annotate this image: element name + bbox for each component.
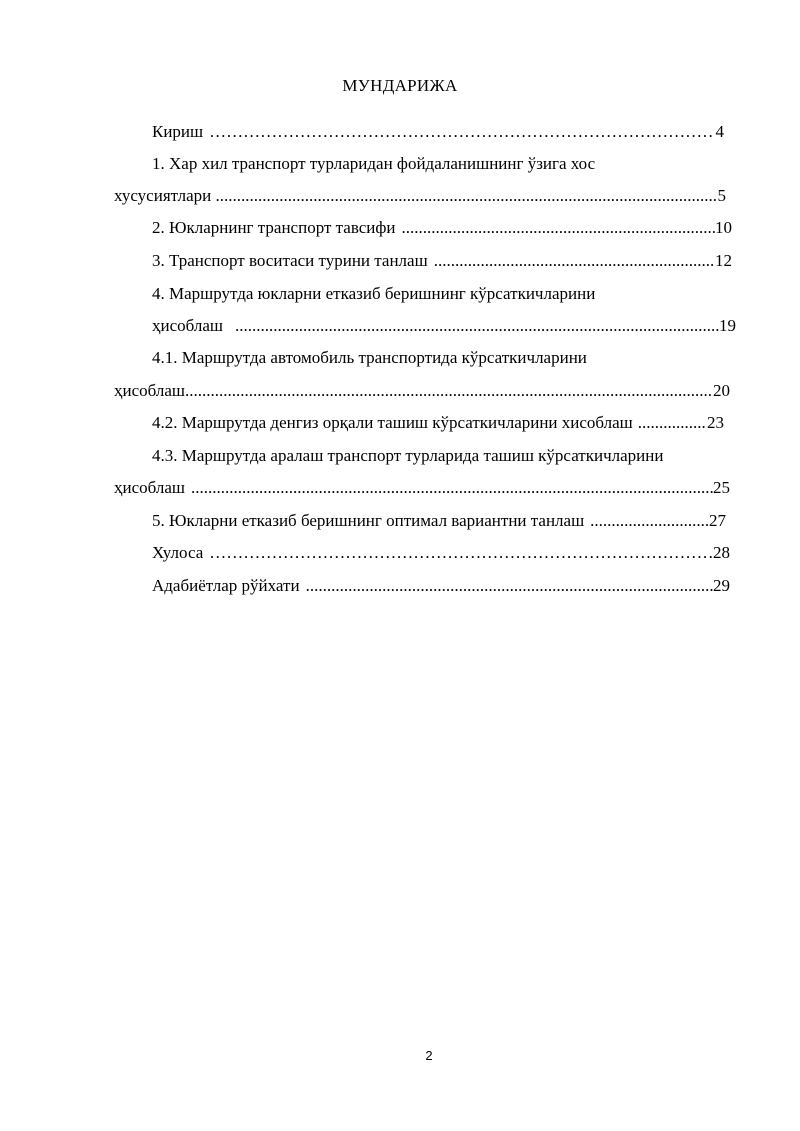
toc-leader xyxy=(185,379,713,403)
toc-page-number: 29 xyxy=(713,576,730,595)
toc-entry xyxy=(152,541,730,565)
toc-entry xyxy=(152,120,724,144)
toc-leader xyxy=(203,120,711,144)
toc-entry-text: ҳисоблаш xyxy=(152,316,223,335)
toc-entry-text: 4.2. Маршрутда денгиз орқали ташиш кўрсаткичларини хисоблаш xyxy=(152,413,633,432)
toc-leader xyxy=(428,249,715,273)
toc-entry xyxy=(152,574,730,598)
toc-entry xyxy=(114,476,730,500)
toc-leader xyxy=(228,184,717,208)
toc-leader xyxy=(396,216,715,240)
toc-entry xyxy=(152,314,736,338)
toc-page-number: 20 xyxy=(713,381,730,400)
toc-page-number: 27 xyxy=(709,511,726,530)
toc-entry-text: 2. Юкларнинг транспорт тавсифи xyxy=(152,218,396,237)
toc-entry-line1: 1. Хар хил транспорт турларидан фойдаланишнинг ўзига хос xyxy=(152,154,596,173)
toc-entry xyxy=(152,216,732,240)
toc-page-number: 25 xyxy=(713,478,730,497)
toc-page-number: 4 xyxy=(715,122,724,141)
toc-entry-text: Кириш xyxy=(152,122,204,141)
toc-entry-text: ҳисоблаш xyxy=(114,381,185,400)
toc-entry-text: ҳисоблаш xyxy=(114,478,185,497)
toc-leader xyxy=(584,509,709,533)
toc-entry-text: Адабиётлар рўйхати xyxy=(152,576,300,595)
toc-entry-line1: 4. Маршрутда юкларни етказиб беришнинг кўрсаткичларини xyxy=(152,284,596,303)
toc-leader xyxy=(633,411,707,435)
toc-page-number: 12 xyxy=(715,251,732,270)
toc-entry-text: хусусиятлари ... xyxy=(114,186,229,205)
toc-entry xyxy=(114,184,726,208)
toc-entry xyxy=(152,249,732,273)
toc-entry-line1: 4.3. Маршрутда аралаш транспорт турларида ташиш кўрсаткичларини xyxy=(152,446,664,465)
toc-entry-line1: 4.1. Маршрутда автомобиль транспортида кўрсаткичларини xyxy=(152,348,587,367)
toc-entry-text: Хулоса xyxy=(152,543,204,562)
toc-leader xyxy=(203,541,713,565)
toc-entry-text: 5. Юкларни етказиб беришнинг оптимал вариантни танлаш xyxy=(152,511,585,530)
toc-page-number: 19 xyxy=(719,316,736,335)
toc-entry-text: 3. Транспорт воситаси турини танлаш xyxy=(152,251,428,270)
toc-heading: МУНДАРИЖА xyxy=(342,76,458,95)
toc-page-number: 5 xyxy=(717,186,726,205)
toc-page-number: 28 xyxy=(713,543,730,562)
toc-entry xyxy=(152,509,726,533)
toc-entry xyxy=(152,411,724,435)
page-number: 2 xyxy=(425,1048,433,1063)
toc-leader xyxy=(300,574,713,598)
toc-entry xyxy=(114,379,730,403)
toc-leader xyxy=(223,314,719,338)
toc-page-number: 10 xyxy=(715,218,732,237)
toc-leader xyxy=(185,476,713,500)
toc-page-number: 23 xyxy=(707,413,724,432)
